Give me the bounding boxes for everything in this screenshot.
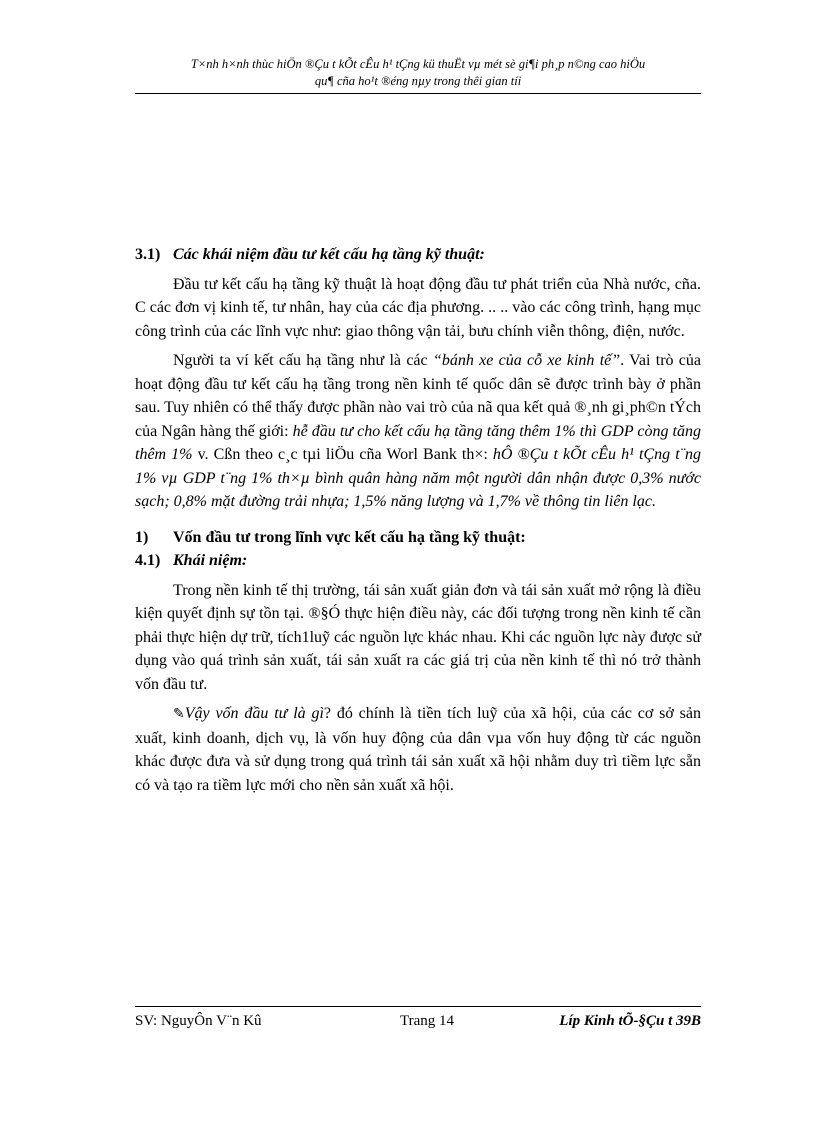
document-body — [135, 243, 701, 797]
paragraph-definition: Đầu tư kết cấu hạ tầng kỹ thuật là hoạt động đầu tư phát triển của Nhà nước, cña. C các đơn vị kinh tế, tư nhân, hay của các địa phương. .. .. vào các công trình, hạng mục công trình của các lĩnh vực như: giao thông vận tải, bưu chính viễn thông, điện, nước. — [135, 275, 701, 340]
paragraph-capital: Trong nền kinh tế thị trường, tái sản xuất giản đơn và tái sản xuất mở rộng là điều kiện quyết định sự tồn tại. ®§Ó thực hiện điều này, các đối tượng trong nền kinh tế cần phải thực hiện dự trữ, tích1luỹ các nguồn lực khác nhau. Khi các nguồn lực này được sử dụng vào quá trình sản xuất, tái sản xuất ra các giá trị của nền kinh tế thì nó trở thành vốn đầu tư. — [135, 581, 701, 693]
heading-number: 1) — [135, 528, 149, 546]
paragraph-role — [135, 349, 701, 514]
text-run: ? đó chính là tiền tích luỹ của xã hội, của các cơ sở sản xuất, kinh doanh, dịch vụ, là vốn huy động của dân vµa vốn huy động từ các nguồn khác được đưa và sử dụng trong quá trình tái sản xuất xã hội nhằm duy trì tiềm lực sẵn có và tạo ra tiềm lực mới cho nền sản xuất xã hội. — [135, 705, 701, 794]
heading-title: Các khái niệm đầu tư kết cấu hạ tầng kỹ thuật: — [173, 246, 485, 263]
page-footer — [135, 1013, 701, 1033]
heading-4-1 — [135, 549, 701, 573]
italic-text: hÔ ®Çu t kÕt cÊu h¹ tÇng t¨ng 1% vµ GDP t¨ng 1% th×µ bình quân hàng năm một người dân nhận được 0,3% nước sạch; 0,8% mặt đường trải nhựa; 1,5% năng lượng và 1,7% về thông tin liên lạc. — [135, 446, 701, 510]
footer-divider — [135, 1006, 701, 1007]
page-number: Trang 14 — [400, 1013, 455, 1029]
student-name: SV: NguyÔn V¨n Kû — [135, 1013, 262, 1029]
italic-text: Vậy vốn đầu tư là gì — [184, 705, 324, 722]
page-header — [135, 56, 701, 90]
text-run: . Vai trò của hoạt động đầu tư kết cấu hạ tầng trong nền kinh tế quốc dân sẽ được trình bày ở phần sau. Tuy nhiên có thể thấy được phần nào vai trò của nã qua kết quả ®¸nh gi¸ph©n tÝch của Ngân hàng thế giới: — [135, 352, 702, 440]
header-line-1: T×nh h×nh thùc hiÖn ®Çu t kÕt cÊu h¹ tÇng kü thuËt vµ mét sè gi¶i ph¸p n©ng cao hiÖu — [190, 57, 646, 71]
italic-text: hễ đầu tư cho kết cấu hạ tầng tăng thêm 1% thì GDP còng tăng thêm 1% — [135, 422, 701, 463]
heading-1 — [135, 526, 701, 550]
text-run: Người ta ví kết cấu hạ tầng như là các — [173, 352, 433, 369]
paragraph-investment-capital — [135, 702, 701, 797]
class-name: Líp Kinh tÕ-§Çu t 39B — [559, 1013, 701, 1029]
heading-number: 4.1) — [135, 552, 161, 569]
text-run: v. Cßn theo c¸c tµi liÖu cña Worl Bank th×: — [192, 446, 493, 463]
pencil-icon: ✎ — [173, 707, 185, 722]
heading-3-1 — [135, 243, 701, 267]
heading-title: Vốn đầu tư trong lĩnh vực kết cấu hạ tầng kỹ thuật: — [173, 528, 526, 546]
header-line-2: qu¶ cña ho¹t ®éng nµy trong thêi gian tíi — [314, 74, 522, 88]
heading-number: 3.1) — [135, 246, 161, 263]
heading-title: Khái niệm: — [173, 552, 248, 569]
quote-text: “bánh xe của cỗ xe kinh tế” — [432, 352, 621, 369]
header-divider — [135, 93, 701, 94]
